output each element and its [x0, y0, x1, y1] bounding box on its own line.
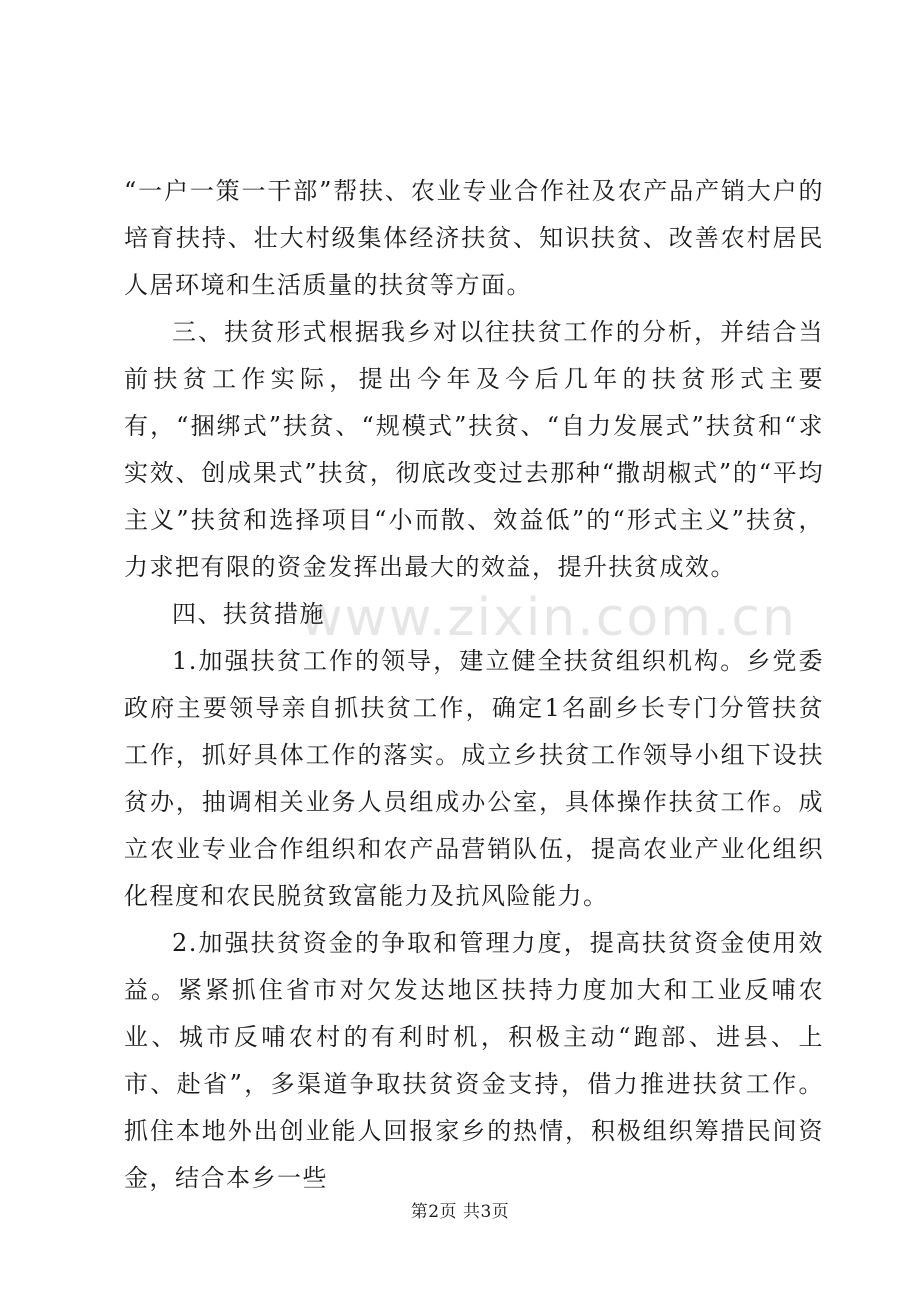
page-footer: 第2页 共3页: [410, 1202, 510, 1222]
paragraph-1: “一户一策一干部”帮扶、农业专业合作社及农产品产销大户的培育扶持、壮大村级集体经济扶贫、知识扶贫、改善农村居民人居环境和生活质量的扶贫等方面。: [124, 177, 824, 299]
section-heading: 四、扶贫措施: [172, 600, 325, 628]
paragraph-2: 三、扶贫形式根据我乡对以往扶贫工作的分析，并结合当前扶贫工作实际，提出今年及今后几年的扶贫形式主要有，“捆绑式”扶贫、“规模式”扶贫、“自力发展式”扶贫和“求实效、创成果式”扶贫，彻底改变过去那种“撒胡椒式”的“平均主义”扶贫和选择项目“小而散、效益低”的“形式主义”扶贫，力求把有限的资金发挥出最大的效益，提升扶贫成效。: [124, 318, 824, 581]
paragraph-3: 1.加强扶贫工作的领导，建立健全扶贫组织机构。乡党委政府主要领导亲自抓扶贫工作，确定1名副乡长专门分管扶贫工作，抓好具体工作的落实。成立乡扶贫工作领导小组下设扶贫办，抽调相关业务人员组成办公室，具体操作扶贫工作。成立农业专业合作组织和农产品营销队伍，提高农业产业化组织化程度和农民脱贫致富能力及抗风险能力。: [124, 647, 824, 910]
document-body: [124, 168, 824, 1202]
paragraph-4: 2.加强扶贫资金的争取和管理力度，提高扶贫资金使用效益。紧紧抓住省市对欠发达地区扶持力度加大和工业反哺农业、城市反哺农村的有利时机，积极主动“跑部、进县、上市、赴省”，多渠道争取扶贫资金支持，借力推进扶贫工作。抓住本地外出创业能人回报家乡的热情，积极组织筹措民间资金，结合本乡一些: [124, 929, 824, 1192]
watermark-text: www.zixin.com.cn: [300, 588, 797, 648]
